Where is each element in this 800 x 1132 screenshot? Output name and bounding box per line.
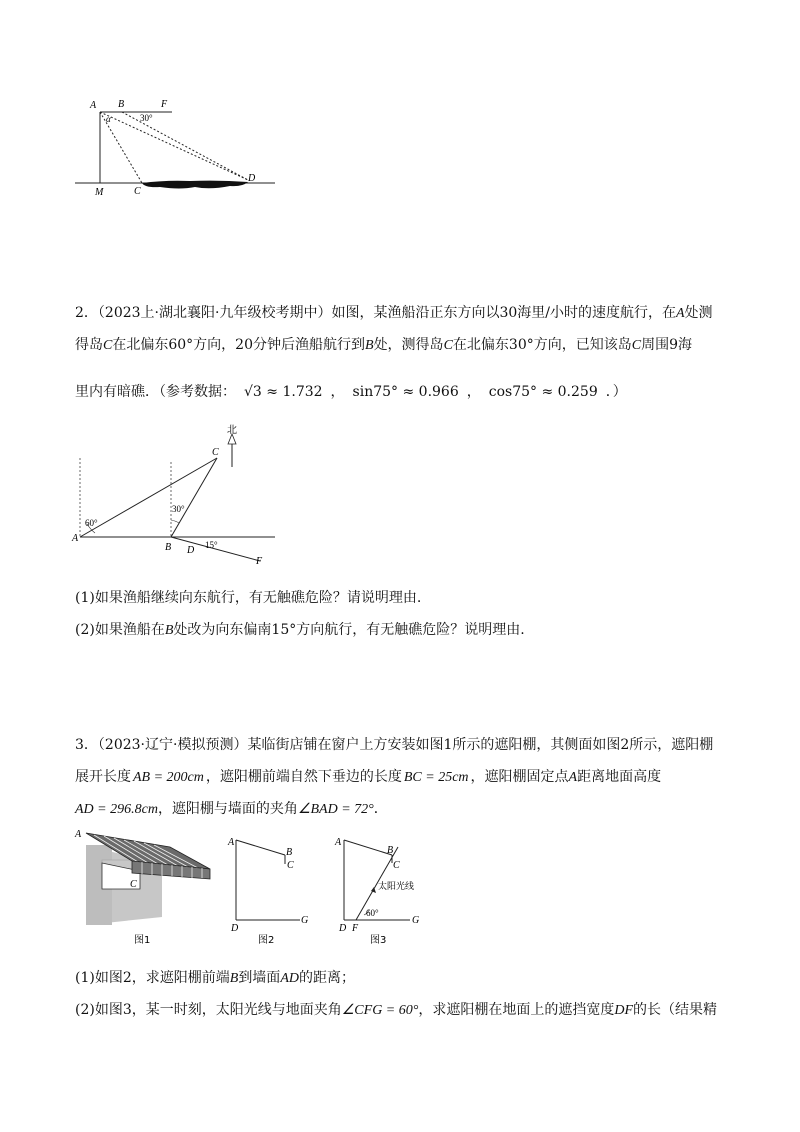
q2-point-C: C [443,338,453,353]
q2-text: 处，测得岛 [373,337,444,353]
q2-text: 如图，某渔船沿正东方向以30海里/小时的速度航行，在 [331,305,676,321]
q3-text: ，遮阳棚与墙面的夹角 [157,801,298,817]
q2-number: 2． [75,305,98,321]
q3-text: (1)如图2，求遮阳棚前端 [75,970,230,986]
q3-eq-BC: BC = 25cm [403,770,469,785]
q3-text: 到墙面 [238,970,281,986]
q3-text: 的距离； [298,970,355,986]
fig1-label-C: C [134,186,141,197]
figure-fishing-boat [65,420,295,570]
q2-text: 处改为向东偏南 [173,622,272,638]
q3-eq-CFG: ∠CFG = 60° [341,1003,419,1018]
q3-subquestion-1 [75,968,355,989]
fig1-label-B: B [118,99,125,110]
figure-awning-photo [72,825,222,950]
q2-text: 方向，20分钟后渔船航行到 [193,337,365,353]
q2-line-1 [75,303,713,324]
q3-fig3-D: D [339,923,347,934]
q3-fig2-caption: 图2 [258,935,275,946]
q2-ref-sqrt3: √3 ≈ 1.732 [244,384,323,400]
q2-line-3 [75,382,627,402]
q3-subquestion-2 [75,1000,717,1021]
q2-subquestion-2 [75,620,525,641]
q3-line-2 [75,767,661,788]
q2-fig-15: 15° [205,540,218,550]
q2-sub1-text: (1)如果渔船继续向东航行，有无触礁危险？请说明理由. [75,590,422,606]
q3-text: (2)如图3，某一时刻，太阳光线与地面夹角 [75,1002,342,1018]
q3-fig3-sun-label: 太阳光线 [378,882,415,892]
q3-fig3-caption: 图3 [370,935,387,946]
q2-text: 在北偏东 [452,337,509,353]
figure-awning-side-view [225,825,320,950]
fig1-label-alpha: α [106,114,111,124]
q2-point-B: B [164,623,174,638]
q3-eq-AB: AB = 200cm [133,770,204,785]
q3-number: 3． [75,737,98,753]
q2-fig-A: A [72,533,79,544]
q3-line-1 [75,735,713,755]
q3-text: ． [373,801,388,817]
q2-point-C: C [631,338,642,353]
q3-text: ，遮阳棚固定点 [470,769,569,785]
figure-cliff-island [70,95,285,200]
q3-fig2-G: G [301,915,309,926]
q3-fig2-B: B [286,847,293,858]
q2-ref-sin75: sin75° ≈ 0.966 [352,384,459,400]
fig1-label-A: A [90,100,97,111]
q3-fig3-B: B [387,845,394,856]
q2-text: 处测 [684,305,713,321]
q3-text: 展开长度 [75,769,131,785]
q3-fig3-60: 60° [366,908,379,918]
fig1-label-M: M [95,187,104,198]
q2-sep: ， [330,384,345,400]
q3-text: ，遮阳棚前端自然下垂边的长度 [205,769,402,785]
q3-line-3 [75,799,388,820]
q2-text: 周围9海 [641,337,692,353]
q2-point-B: B [365,338,374,353]
q2-fig-C: C [212,447,219,458]
q2-subquestion-1 [75,588,421,608]
q2-fig-30: 30° [172,504,185,514]
q2-angle-15: 15° [271,622,297,638]
island-shape [142,181,248,189]
q3-fig3-A: A [335,837,342,848]
q2-sep: ， [466,384,481,400]
fig1-label-D: D [248,173,256,184]
q3-eq-BAD: ∠BAD = 72° [297,802,374,817]
q2-text: 方向，已知该岛 [533,337,632,353]
q2-angle-30: 30° [508,337,534,353]
q3-fig2-C: C [287,860,294,871]
q3-seg-DF: DF [614,1003,634,1018]
q2-fig-60: 60° [85,518,98,528]
q3-fig3-G: G [412,915,420,926]
q2-line-2 [75,335,692,356]
q3-text: 的长（结果精 [633,1002,718,1018]
q3-source: （2023·辽宁·模拟预测） [97,737,248,753]
q2-point-C: C [103,338,113,353]
q3-point-A: A [568,770,578,785]
q3-text: 距离地面高度 [577,769,662,785]
q3-fig2-D: D [231,923,239,934]
q2-text: (2)如果渔船在 [75,622,165,638]
q3-fig3-F: F [352,923,359,934]
q2-text: 在北偏东 [112,337,169,353]
q2-text: 得岛 [75,337,103,353]
q2-text: ．） [605,384,627,400]
q2-source: （2023上·湖北襄阳·九年级校考期中） [97,305,332,321]
q3-text: ，求遮阳棚在地面上的遮挡宽度 [418,1002,615,1018]
q3-point-B: B [229,971,239,986]
q3-fig1-A: A [75,829,82,840]
q2-fig-north: 北 [227,425,237,436]
q3-fig2-A: A [228,837,235,848]
q2-angle-60: 60° [168,337,194,353]
q2-ref-cos75: cos75° ≈ 0.259 [488,384,598,400]
q3-fig1-caption: 图1 [134,935,151,946]
q2-fig-D: D [187,545,195,556]
q2-text: 里内有暗礁．（参考数据： [75,384,236,400]
q2-text: 方向航行，有无触礁危险？说明理由. [296,622,525,638]
fig1-label-angle: 30° [140,113,153,123]
q3-text: 某临街店铺在窗户上方安装如图1所示的遮阳棚，其侧面如图2所示，遮阳棚 [247,737,714,753]
q3-eq-AD: AD = 296.8cm [75,802,158,817]
q3-fig3-C: C [393,860,400,871]
q3-fig1-C: C [130,879,137,890]
figure-awning-sunlight [330,825,430,950]
q2-point-A: A [675,306,685,321]
q2-fig-B: B [165,542,172,553]
q2-fig-F: F [256,556,263,567]
q3-seg-AD: AD [280,971,299,986]
fig1-label-F: F [161,99,168,110]
